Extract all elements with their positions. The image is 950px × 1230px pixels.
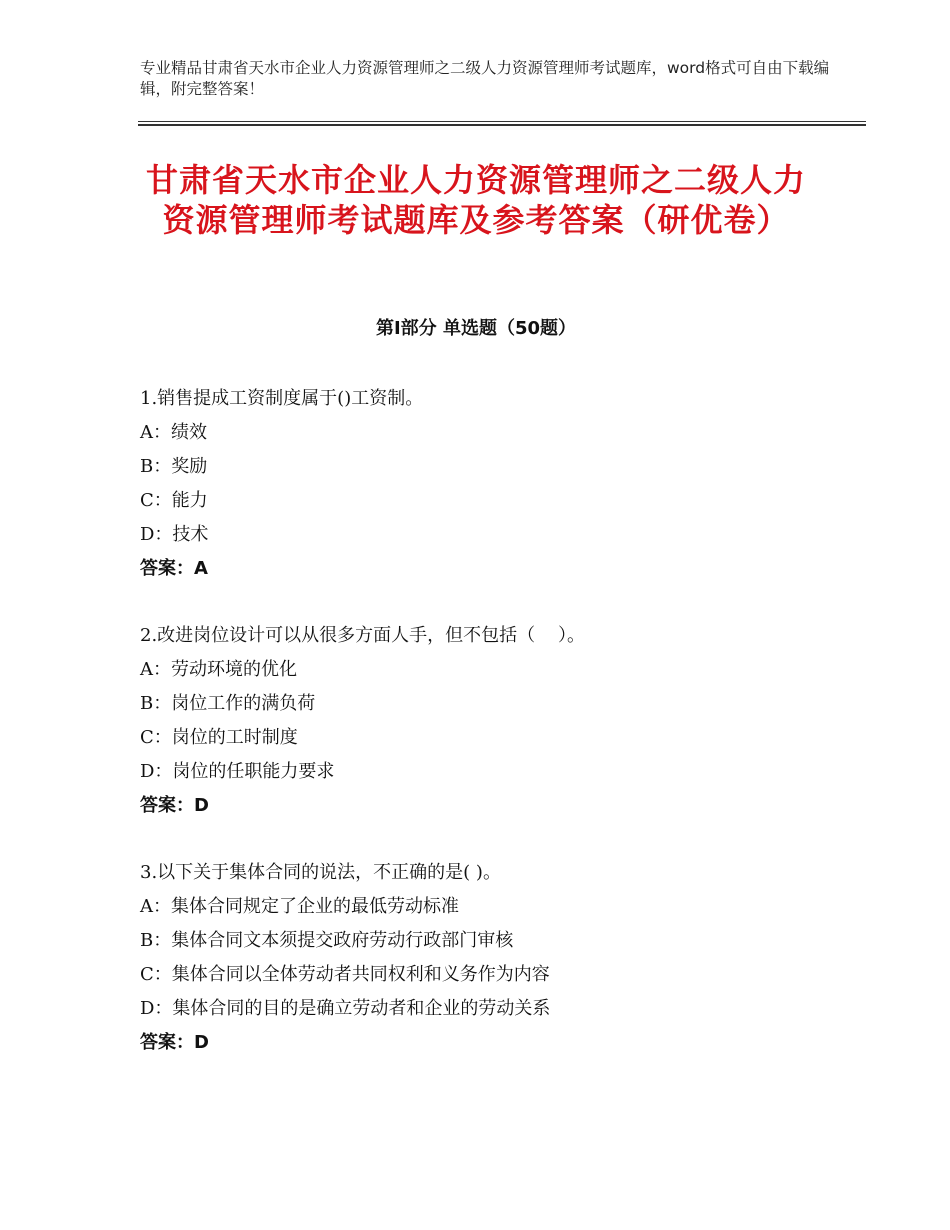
answer-label: 答案：A [140,558,208,579]
question-stem: 3.以下关于集体合同的说法，不正确的是( )。 [140,862,501,883]
question-3 [140,856,840,1060]
question-list [140,382,840,1093]
answer-label: 答案：D [140,1032,209,1053]
option-a: A：集体合同规定了企业的最低劳动标准 [140,896,459,917]
option-d: D：集体合同的目的是确立劳动者和企业的劳动关系 [140,998,551,1019]
page-header-note: 专业精品甘肃省天水市企业人力资源管理师之二级人力资源管理师考试题库，word格式可自由下载编辑，附完整答案！ [140,59,830,98]
option-a: A：劳动环境的优化 [140,659,297,680]
section-heading: 第Ⅰ部分 单选题（50题） [375,318,576,339]
question-2 [140,619,840,823]
question-stem: 2.改进岗位设计可以从很多方面人手，但不包括（ ）。 [140,625,586,646]
option-d: D：技术 [140,524,209,545]
header-divider-thick [138,124,866,126]
option-c: C：岗位的工时制度 [140,727,298,748]
option-d: D：岗位的任职能力要求 [140,761,335,782]
document-title: 甘肃省天水市企业人力资源管理师之二级人力资源管理师考试题库及参考答案（研优卷） [145,161,806,239]
option-b: B：奖励 [140,456,208,477]
option-c: C：能力 [140,490,208,511]
question-1 [140,382,840,586]
option-b: B：集体合同文本须提交政府劳动行政部门审核 [140,930,514,951]
header-divider-thin [138,121,866,122]
option-c: C：集体合同以全体劳动者共同权利和义务作为内容 [140,964,550,985]
option-a: A：绩效 [140,422,207,443]
question-stem: 1.销售提成工资制度属于()工资制。 [140,388,424,409]
option-b: B：岗位工作的满负荷 [140,693,316,714]
answer-label: 答案：D [140,795,209,816]
